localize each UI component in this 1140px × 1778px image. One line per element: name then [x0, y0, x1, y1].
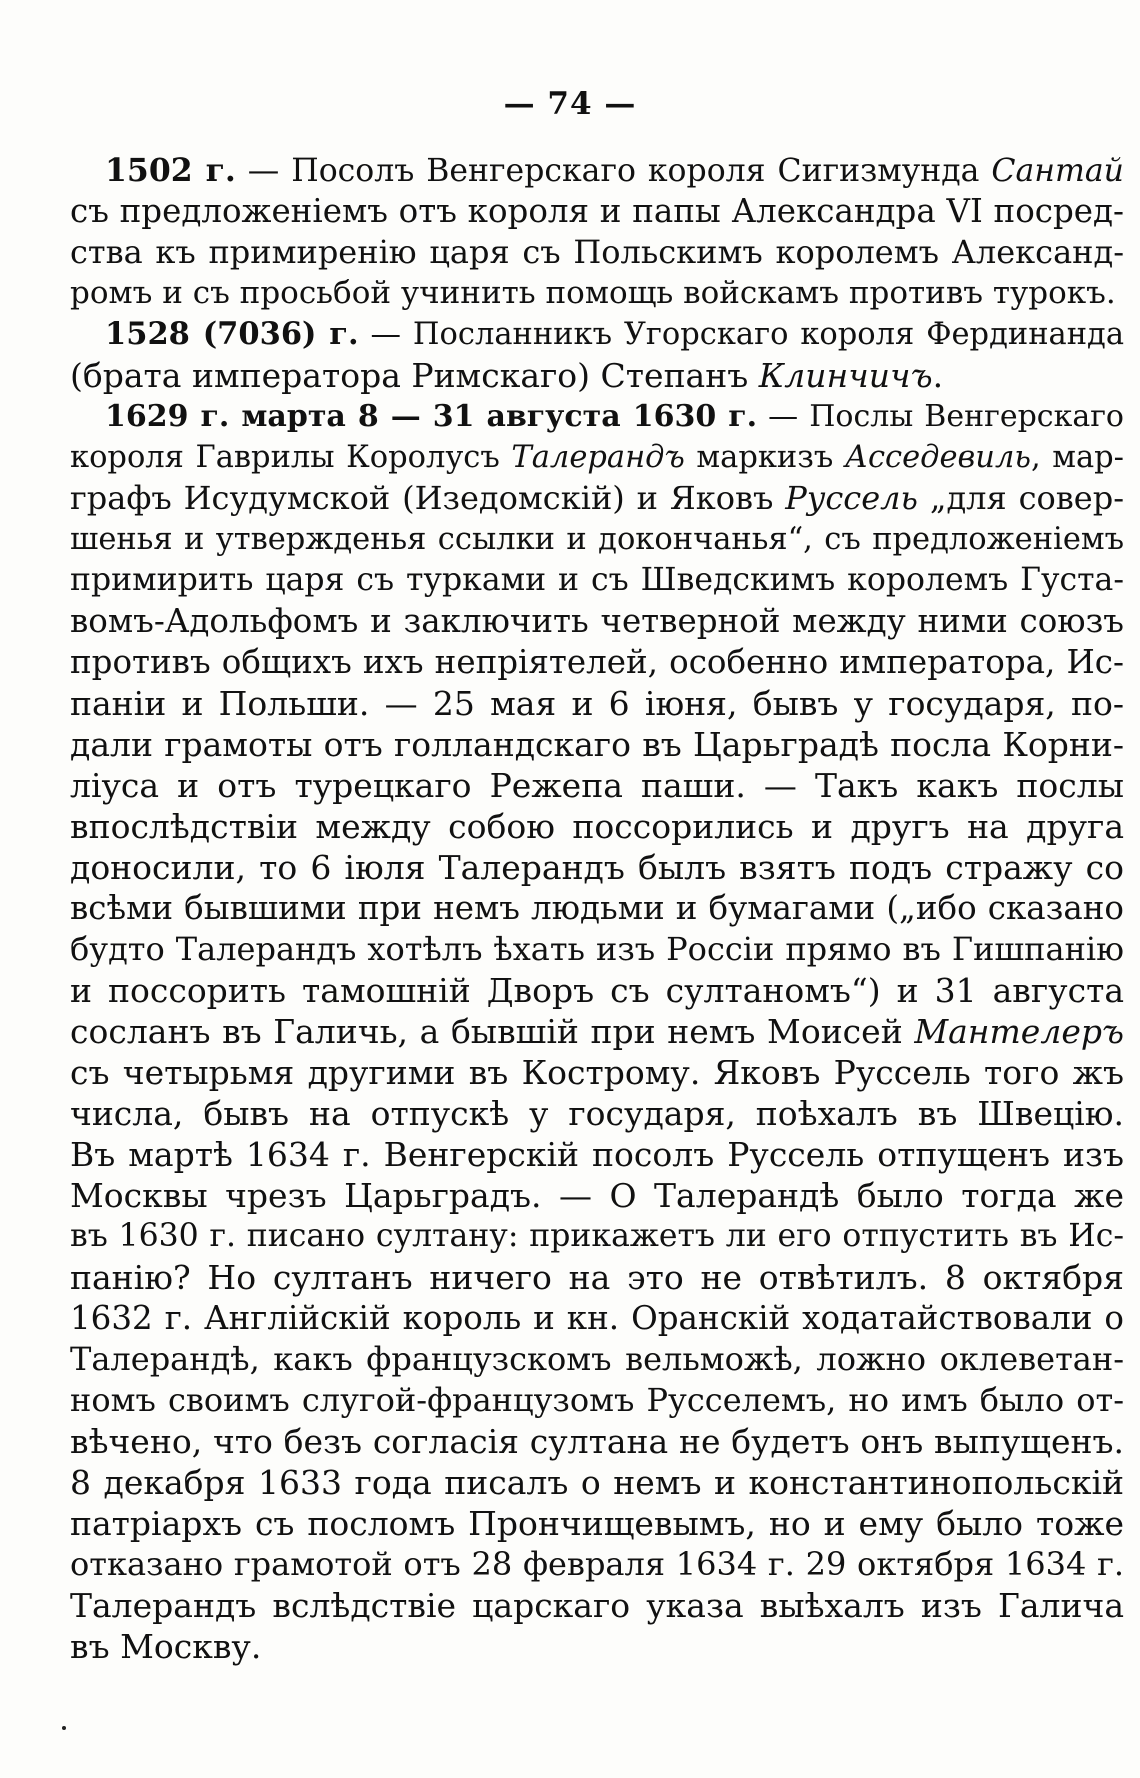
text-line	[70, 1544, 1124, 1585]
text-line	[70, 1503, 1124, 1544]
text-line	[70, 519, 1124, 560]
text-line	[70, 355, 1124, 396]
text-run: впослѣдствіи между собою поссорились и другъ на друга	[70, 807, 1124, 846]
text-line	[70, 1134, 1124, 1175]
text-line	[70, 150, 1124, 191]
text-line	[70, 478, 1124, 519]
text-line	[70, 232, 1124, 273]
text-line	[70, 1421, 1124, 1462]
text-run: Талерандѣ, какъ французскомъ вельможѣ, ложно оклеветан-	[70, 1340, 1124, 1378]
text-run: Москвы чрезъ Царьградъ. — О Талерандѣ было тогда же	[70, 1176, 1124, 1215]
text-run: — Посланникъ Угорскаго короля Фердинанда	[358, 317, 1124, 352]
italic-name: Талерандъ	[511, 440, 685, 475]
text-run: въ Москву.	[70, 1627, 262, 1666]
text-line	[70, 970, 1124, 1011]
text-line	[70, 314, 1124, 355]
date-heading: 1502 г.	[105, 152, 236, 189]
page-number: — 74 —	[503, 86, 637, 122]
text-run: отказано грамотой отъ 28 февраля 1634 г. 29 октября 1634 г.	[70, 1545, 1124, 1583]
text-run: будто Талерандъ хотѣлъ ѣхать изъ Россіи прямо въ Гишпанію	[70, 930, 1124, 968]
text-line	[70, 1462, 1124, 1503]
text-line	[70, 1585, 1124, 1626]
text-run: всѣми бывшими при немъ людьми и бумагами („ибо сказано	[70, 889, 1124, 927]
text-run: маркизъ	[684, 440, 845, 475]
date-heading: 1528 (7036) г.	[105, 316, 359, 352]
text-run: вѣчено, что безъ согласія султана не будетъ онъ выпущенъ.	[70, 1422, 1124, 1461]
text-run: числа, бывъ на отпускѣ у государя, поѣхалъ въ Швецію.	[70, 1094, 1124, 1133]
text-line	[70, 683, 1124, 724]
text-run: дали грамоты отъ голландскаго въ Царьградѣ посла Корни-	[70, 725, 1124, 764]
text-run: графъ Исудумской (Изедомскій) и Яковъ	[70, 479, 786, 517]
text-line	[70, 1626, 1124, 1667]
text-run: — Посолъ Венгерскаго короля Сигизмунда	[235, 153, 992, 189]
text-line	[70, 396, 1124, 437]
text-line	[70, 724, 1124, 765]
text-run: патріархъ съ посломъ Прончищевымъ, но и ему было тоже	[70, 1504, 1124, 1543]
italic-name: Мантелеръ	[914, 1012, 1124, 1051]
text-run: „для совер-	[917, 479, 1124, 517]
date-heading: 1629 г. марта 8 — 31 августа 1630 г.	[105, 399, 758, 434]
italic-name: Сантай	[991, 153, 1124, 189]
text-run: .	[932, 356, 944, 395]
text-line	[70, 888, 1124, 929]
text-run: , мар-	[1030, 440, 1124, 475]
text-run: панію? Но султанъ ничего на это не отвѣтилъ. 8 октября	[70, 1258, 1124, 1297]
text-line	[70, 601, 1124, 642]
text-line	[70, 273, 1124, 314]
text-run: — Послы Венгерскаго	[757, 399, 1124, 434]
text-line	[70, 560, 1124, 601]
text-run: (брата императора Римскаго) Степанъ	[70, 356, 759, 395]
text-run: сосланъ въ Галичь, а бывшій при немъ Моисей	[70, 1012, 915, 1051]
text-run: шенья и утвержденья ссылки и докончанья“, съ предложеніемъ	[70, 522, 1124, 557]
text-line	[70, 1175, 1124, 1216]
text-line	[70, 191, 1124, 232]
text-run: въ 1630 г. писано султану: прикажетъ ли его отпустить въ Ис-	[70, 1218, 1124, 1254]
italic-name: Асседевиль	[844, 440, 1031, 475]
text-run: съ предложеніемъ отъ короля и папы Александра VI посред-	[70, 192, 1124, 230]
text-line	[70, 1011, 1124, 1052]
text-line	[70, 1257, 1124, 1298]
text-run: номъ своимъ слугой-французомъ Русселемъ, но имъ было от-	[70, 1381, 1124, 1419]
text-line	[70, 1093, 1124, 1134]
text-line	[70, 1339, 1124, 1380]
text-run: примирить царя съ турками и съ Шведскимъ королемъ Густа-	[70, 562, 1124, 598]
text-line	[70, 1216, 1124, 1257]
text-run: доносили, то 6 іюля Талерандъ былъ взятъ подъ стражу со	[70, 848, 1124, 887]
text-run: 8 декабря 1633 года писалъ о немъ и константинопольскій	[70, 1463, 1124, 1502]
text-run: паніи и Польши. — 25 мая и 6 іюня, бывъ у государя, по-	[70, 684, 1124, 723]
italic-name: Клинчичъ	[758, 356, 933, 395]
text-run: ліуса и отъ турецкаго Режепа паши. — Такъ какъ послы	[70, 766, 1124, 805]
text-line	[70, 1052, 1124, 1093]
page-text	[70, 150, 1124, 1667]
text-run: 1632 г. Англійскій король и кн. Оранскій ходатайствовали о	[70, 1299, 1124, 1337]
text-run: съ четырьмя другими въ Кострому. Яковъ Руссель того жъ	[70, 1053, 1124, 1092]
text-line	[70, 765, 1124, 806]
text-line	[70, 1380, 1124, 1421]
text-run: Талерандъ вслѣдствіе царскаго указа выѣхалъ изъ Галича	[70, 1586, 1124, 1625]
text-run: короля Гаврилы Королусъ	[70, 440, 512, 475]
text-line	[70, 806, 1124, 847]
text-run: и поссорить тамошній Дворъ съ султаномъ“) и 31 августа	[70, 971, 1124, 1010]
text-line	[70, 437, 1124, 478]
italic-name: Руссель	[785, 479, 918, 517]
text-run: ства къ примиренію царя съ Польскимъ королемъ Александ-	[70, 233, 1124, 271]
text-line	[70, 1298, 1124, 1339]
text-line	[70, 847, 1124, 888]
text-run: противъ общихъ ихъ непріятелей, особенно императора, Ис-	[70, 643, 1124, 681]
print-speck	[62, 1726, 66, 1730]
text-run: ромъ и съ просьбой учинить помощь войскамъ противъ турокъ.	[70, 275, 1116, 311]
text-line	[70, 929, 1124, 970]
text-run: вомъ-Адольфомъ и заключить четверной между ними союзъ	[70, 602, 1124, 640]
text-run: Въ мартѣ 1634 г. Венгерскій посолъ Руссель отпущенъ изъ	[70, 1135, 1124, 1174]
text-line	[70, 642, 1124, 683]
